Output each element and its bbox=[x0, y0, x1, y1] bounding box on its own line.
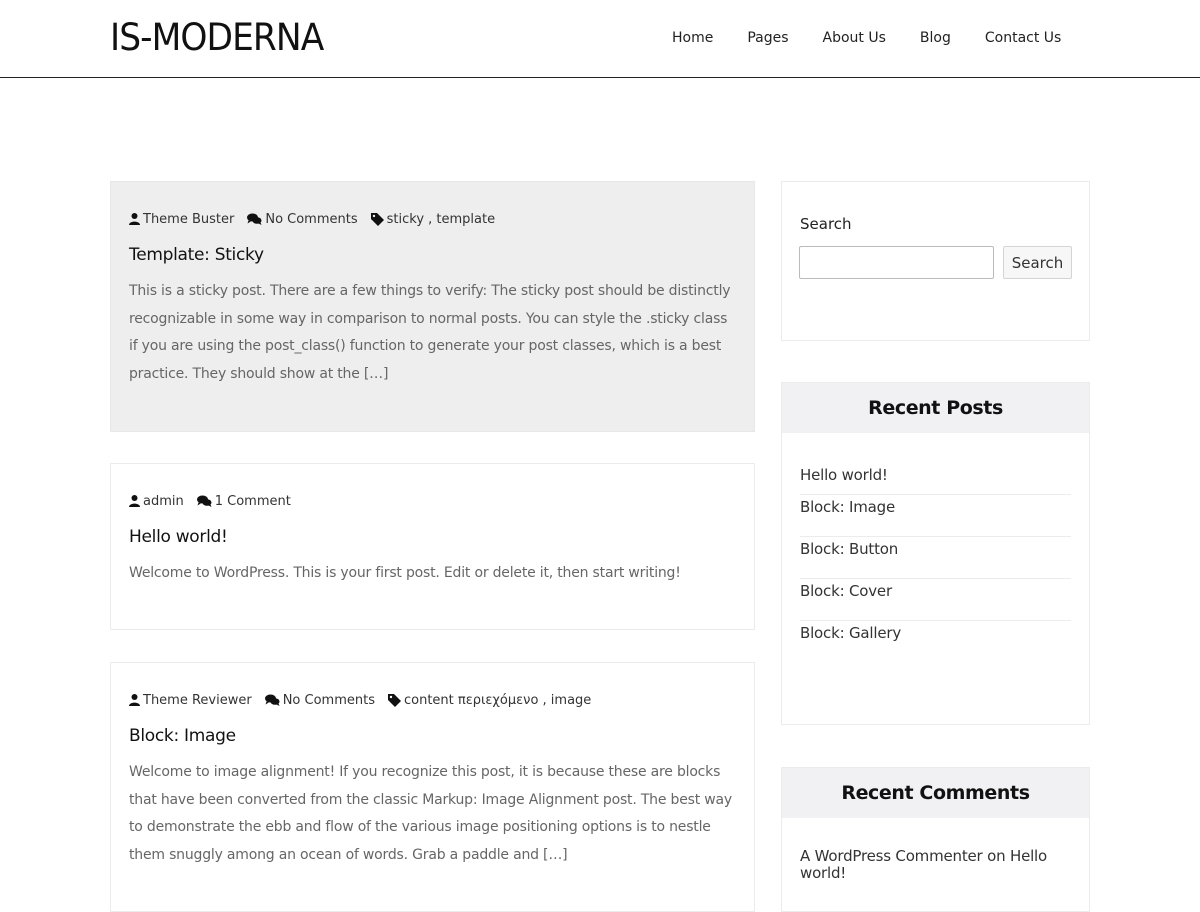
recent-posts-list bbox=[782, 433, 1089, 663]
recent-post-link[interactable]: Block: Image bbox=[800, 498, 895, 516]
post-title-link[interactable]: Block: Image bbox=[129, 726, 236, 746]
site-title[interactable]: IS-MODERNA bbox=[110, 16, 324, 59]
search-input[interactable] bbox=[799, 246, 994, 279]
post-meta bbox=[129, 210, 736, 228]
post-title-link[interactable]: Template: Sticky bbox=[129, 245, 264, 265]
recent-posts-widget bbox=[781, 382, 1090, 725]
post-author bbox=[129, 212, 234, 227]
site-header bbox=[0, 0, 1200, 78]
comment-post-link[interactable]: Hello world! bbox=[800, 847, 1048, 882]
list-item bbox=[800, 463, 1071, 495]
recent-post-link[interactable]: Block: Cover bbox=[800, 582, 892, 600]
post-excerpt: Welcome to WordPress. This is your first post. Edit or delete it, then start writing! bbox=[129, 565, 681, 581]
post-title bbox=[129, 244, 736, 266]
post-author-link[interactable]: Theme Reviewer bbox=[143, 692, 252, 708]
list-item bbox=[800, 537, 1071, 579]
comment-connector: on bbox=[987, 847, 1006, 865]
recent-posts-heading: Recent Posts bbox=[782, 383, 1089, 433]
search-label: Search bbox=[800, 215, 852, 233]
nav-contact-us[interactable]: Contact Us bbox=[984, 30, 1062, 46]
comments-icon bbox=[197, 495, 212, 507]
post-template-sticky bbox=[110, 181, 755, 432]
post-tags-link[interactable]: sticky , template bbox=[386, 211, 496, 227]
post-comments-link[interactable]: No Comments bbox=[265, 211, 358, 227]
comment-author-link[interactable]: A WordPress Commenter bbox=[800, 847, 983, 865]
post-tags bbox=[371, 212, 495, 227]
post-author bbox=[129, 693, 252, 708]
post-tags-link[interactable]: content περιεχόμενο , image bbox=[403, 692, 592, 708]
post-title bbox=[129, 526, 736, 548]
search-button[interactable]: Search bbox=[1003, 246, 1072, 279]
recent-comment-item bbox=[782, 818, 1089, 882]
recent-post-link[interactable]: Hello world! bbox=[800, 466, 888, 484]
post-excerpt: Welcome to image alignment! If you recognize this post, it is because these are blocks that have been converted from the classic Markup: Image Alignment post. The best way to demonstrate the ebb and flow of the various image positioning options is to nestle them snuggly among an ocean of words. Grab a paddle and […] bbox=[129, 764, 732, 864]
post-hello-world bbox=[110, 463, 755, 630]
comments-icon bbox=[247, 213, 262, 225]
user-icon bbox=[129, 213, 140, 225]
post-comments bbox=[247, 212, 357, 227]
recent-comments-widget bbox=[781, 767, 1090, 912]
list-item bbox=[800, 495, 1071, 537]
post-comments bbox=[265, 693, 375, 708]
recent-comments-heading: Recent Comments bbox=[782, 768, 1089, 818]
user-icon bbox=[129, 495, 140, 507]
main-navigation bbox=[655, 28, 1078, 48]
post-comments-link[interactable]: No Comments bbox=[282, 692, 375, 708]
list-item bbox=[800, 579, 1071, 621]
post-meta bbox=[129, 691, 736, 709]
post-meta bbox=[129, 492, 736, 510]
post-title bbox=[129, 725, 736, 747]
tag-icon bbox=[371, 213, 384, 226]
post-title-link[interactable]: Hello world! bbox=[129, 527, 228, 547]
comments-icon bbox=[265, 694, 280, 706]
post-author bbox=[129, 494, 184, 509]
recent-post-link[interactable]: Block: Gallery bbox=[800, 624, 902, 642]
list-item bbox=[800, 621, 1071, 663]
recent-post-link[interactable]: Block: Button bbox=[800, 540, 899, 558]
post-comments bbox=[197, 494, 291, 509]
post-excerpt: This is a sticky post. There are a few things to verify: The sticky post should be distinctly recognizable in some way in comparison to normal posts. You can style the .sticky class if you are using the post_class() function to generate your post classes, which is a best practice. They should show at the […] bbox=[129, 283, 731, 383]
nav-blog[interactable]: Blog bbox=[919, 30, 951, 46]
search-widget bbox=[781, 181, 1090, 341]
post-comments-link[interactable]: 1 Comment bbox=[214, 493, 291, 509]
post-author-link[interactable]: admin bbox=[143, 493, 184, 509]
nav-home[interactable]: Home bbox=[672, 30, 714, 46]
post-tags bbox=[388, 693, 591, 708]
nav-pages[interactable]: Pages bbox=[747, 30, 789, 46]
post-author-link[interactable]: Theme Buster bbox=[143, 211, 235, 227]
nav-about-us[interactable]: About Us bbox=[822, 30, 886, 46]
user-icon bbox=[129, 694, 140, 706]
post-block-image bbox=[110, 662, 755, 912]
tag-icon bbox=[388, 694, 401, 707]
